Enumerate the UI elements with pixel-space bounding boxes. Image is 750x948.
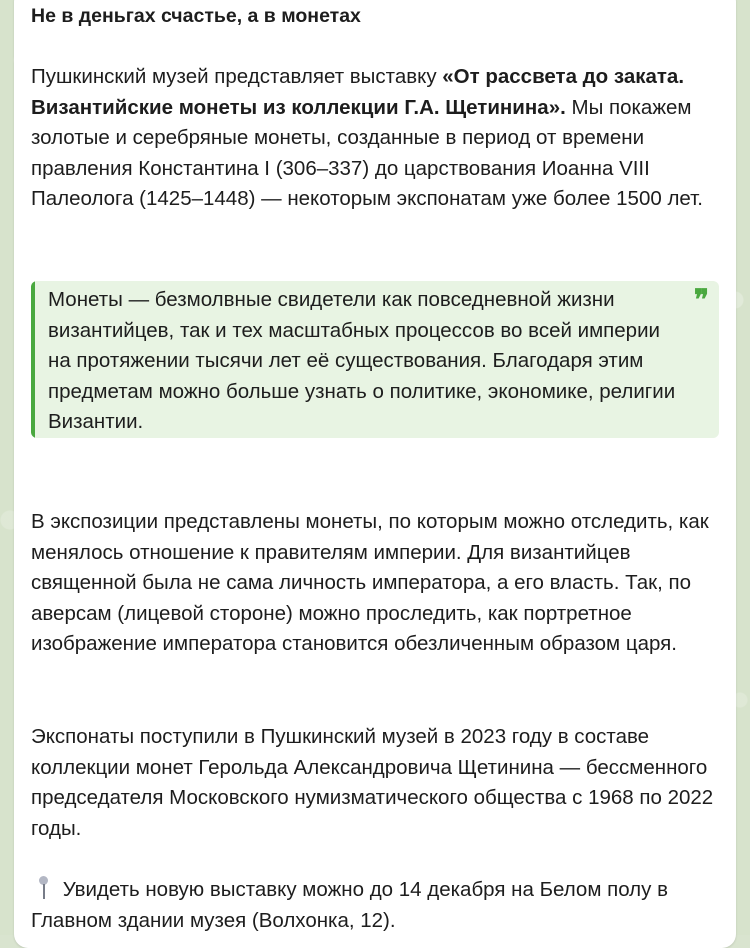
- exhibition-name: «От рассвета до заката. Византийские монеты из коллекции Г.А. Щетинина».: [31, 65, 685, 119]
- paragraph-visit-info: [31, 875, 721, 936]
- intro-paragraph: [31, 62, 721, 215]
- post-title: Не в деньгах счастье, а в монетах: [31, 5, 361, 27]
- pushpin-icon: [31, 876, 57, 900]
- intro-rest: Мы покажем золотые и серебряные монеты, созданные в период от времени правления Константина I (306–337) до царствования Иоанна VIII Палеолога (1425–1448) — некоторым экспонатам уже более 1500 лет.: [31, 95, 703, 210]
- quote-text: Монеты — безмолвные свидетели как повседневной жизни византийцев, так и тех масштабных процессов во всей империи на протяжении тысячи лет её существования. Благодаря этим предметам можно больше узнать о политике, экономике, религии Византии.: [48, 288, 676, 433]
- paragraph-coins-rulers: [31, 507, 721, 660]
- quote-accent-bar: [31, 281, 35, 438]
- intro-lead: Пушкинский музей представляет выставку: [31, 65, 443, 88]
- paragraph-coins-rulers-text: В экспозиции представлены монеты, по которым можно отследить, как менялось отношение к правителям империи. Для византийцев священной была не сама личность императора, а его власть. Так, по аверсам (лицевой стороне) можно проследить, как портретное изображение императора становится обезличенным образом царя.: [31, 510, 709, 655]
- paragraph-collection: [31, 722, 721, 844]
- blockquote: [31, 281, 719, 438]
- quote-icon: ❞: [693, 283, 709, 316]
- visit-info-text: Увидеть новую выставку можно до 14 декабря на Белом полу в Главном здании музея (Волхонка, 12).: [31, 878, 668, 932]
- paragraph-collection-text: Экспонаты поступили в Пушкинский музей в 2023 году в составе коллекции монет Герольда Александровича Щетинина — бессменного председателя Московского нумизматического общества с 1968 по 2022 годы.: [31, 725, 714, 840]
